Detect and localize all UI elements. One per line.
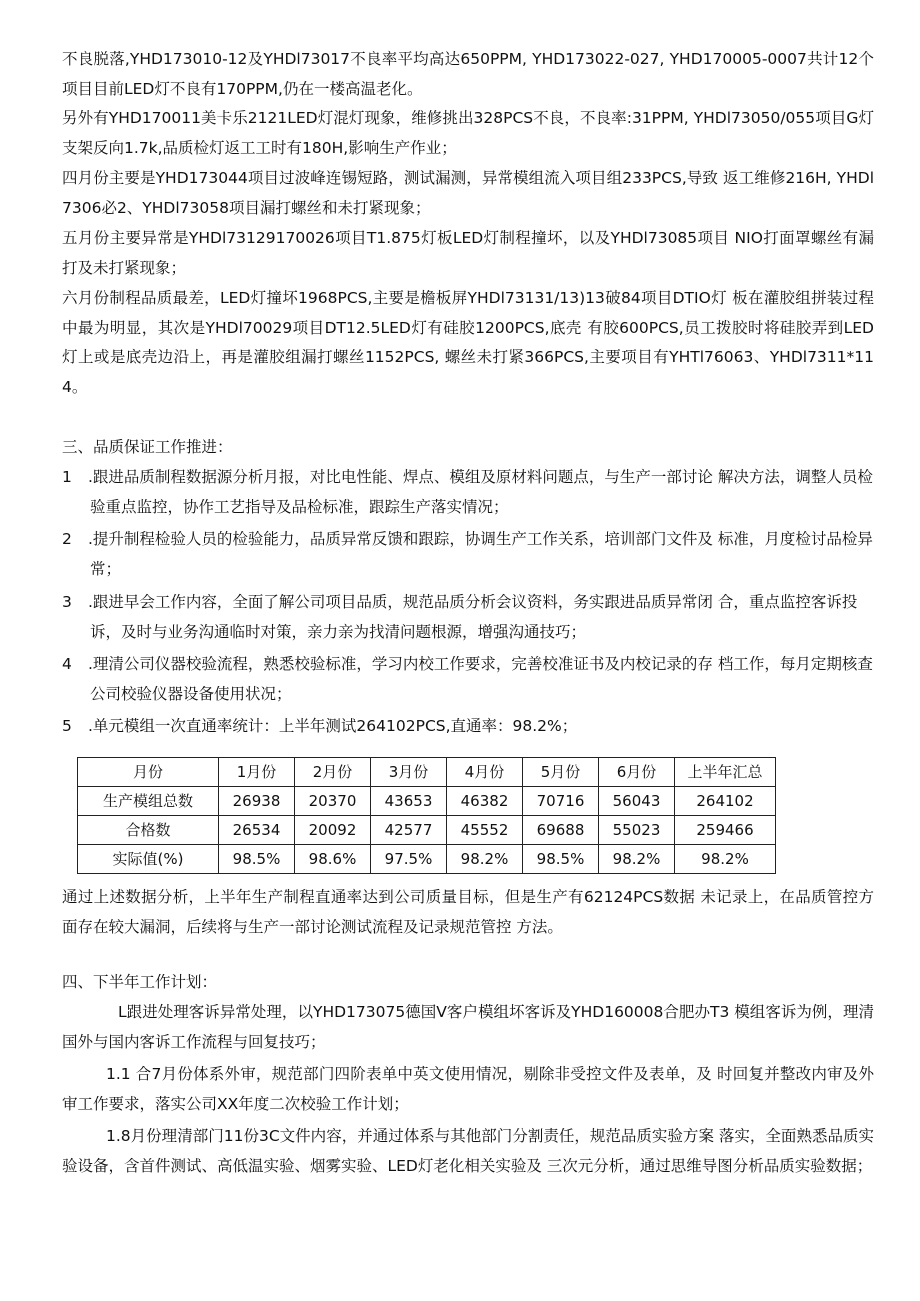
paragraph-mixed-led: 另外有YHD170011美卡乐2121LED灯混灯现象，维修挑出328PCS不良，不良率:31PPM, YHDl73050/055项目G灯支架反向1.7k,品质检灯返工工时有180H,影响生产作业； (62, 109, 874, 157)
table-cell: 26938 (219, 787, 295, 816)
table-cell: 42577 (371, 816, 447, 845)
table-cell: 259466 (675, 816, 776, 845)
list-number: 4 (62, 655, 72, 673)
paragraph-april-issues: 四月份主要是YHD173044项目过波峰连锡短路，测试漏测，异常模组流入项目组233PCS,导致 返工维修216H, YHDl7306必2、YHDl73058项目漏打螺丝和未打紧现象； (62, 169, 874, 217)
table-cell: 98.6% (295, 845, 371, 874)
paragraph-june-issues: 六月份制程品质最差，LED灯撞坏1968PCS,主要是檐板屏YHDl73131/13)13破84项目DTIO灯 板在灌胶组拼装过程中最为明显，其次是YHDl70029项目DT12.5LED灯有硅胶1200PCS,底壳 有胶600PCS,员工拨胶时将硅胶弄到LED灯上或是底壳边沿上，再是灌胶组漏打螺丝1152PCS, 螺丝未打紧366PCS,主要项目有YHTl76063、YHDl7311*114。 (62, 289, 874, 396)
table-cell: 98.5% (523, 845, 599, 874)
table-cell: 98.2% (599, 845, 675, 874)
table-cell: 20092 (295, 816, 371, 845)
list-item (62, 712, 874, 742)
table-header-cell: 4月份 (447, 758, 523, 787)
table-header-row (78, 758, 776, 787)
table-header-cell: 3月份 (371, 758, 447, 787)
list-number: 5 (62, 717, 72, 735)
plan-paragraph: 1.1 合7月份体系外审，规范部门四阶表单中英文使用情况，剔除非受控文件及表单，及 时回复并整改内审及外审工作要求，落实公司XX年度二次校验工作计划； (62, 1065, 874, 1113)
table-header-cell: 2月份 (295, 758, 371, 787)
table-header-cell: 月份 (78, 758, 219, 787)
table-cell: 97.5% (371, 845, 447, 874)
list-text: .理清公司仪器校验流程，熟悉校验标准，学习内校工作要求，完善校准证书及内校记录的存 档工作，每月定期核查公司校验仪器设备使用状况； (88, 655, 873, 703)
table-cell: 264102 (675, 787, 776, 816)
table-header-cell: 6月份 (599, 758, 675, 787)
list-item (62, 463, 874, 522)
table-cell: 43653 (371, 787, 447, 816)
table-cell: 56043 (599, 787, 675, 816)
table-cell: 26534 (219, 816, 295, 845)
table-cell: 实际值(%) (78, 845, 219, 874)
table-cell: 生产模组总数 (78, 787, 219, 816)
table-cell: 70716 (523, 787, 599, 816)
list-number: 2 (62, 530, 72, 548)
table-row (78, 816, 776, 845)
plan-paragraph: L跟进处理客诉异常处理，以YHD173075德国V客户模组坏客诉及YHD160008合肥办T3 模组客诉为例，理清国外与国内客诉工作流程与回复技巧； (62, 1003, 874, 1051)
plan-paragraph: 1.8月份理清部门11份3C文件内容，并通过体系与其他部门分割责任，规范品质实验方案 落实，全面熟悉品质实验设备，含首件测试、高低温实验、烟雾实验、LED灯老化相关实验及 三次元分析，通过思维导图分析品质实验数据； (62, 1127, 874, 1175)
list-number: 1 (62, 468, 72, 486)
paragraph-may-issues: 五月份主要异常是YHDl73129170026项目T1.875灯板LED灯制程撞坏，以及YHDl73085项目 NIO打面罩螺丝有漏打及未打紧现象； (62, 229, 874, 277)
list-item (62, 650, 874, 709)
table-row (78, 845, 776, 874)
table-cell: 98.2% (447, 845, 523, 874)
table-cell: 98.2% (675, 845, 776, 874)
table-cell: 45552 (447, 816, 523, 845)
list-text: .单元模组一次直通率统计：上半年测试264102PCS,直通率：98.2%； (88, 717, 578, 735)
table-header-cell: 5月份 (523, 758, 599, 787)
table-header-cell: 上半年汇总 (675, 758, 776, 787)
list-text: .跟进品质制程数据源分析月报，对比电性能、焊点、模组及原材料问题点，与生产一部讨论 解决方法，调整人员检验重点监控，协作工艺指导及品检标准，跟踪生产落实情况； (88, 468, 873, 516)
list-number: 3 (62, 593, 72, 611)
list-item (62, 525, 874, 584)
table-cell: 98.5% (219, 845, 295, 874)
list-text: .提升制程检验人员的检验能力，品质异常反馈和跟踪，协调生产工作关系，培训部门文件及 标准，月度检讨品检异常； (88, 530, 873, 578)
list-text: .跟进早会工作内容，全面了解公司项目品质，规范品质分析会议资料，务实跟进品质异常闭 合，重点监控客诉投诉，及时与业务沟通临时对策，亲力亲为找清问题根源，增强沟通技巧； (88, 593, 858, 641)
table-cell: 合格数 (78, 816, 219, 845)
paragraph-april-led: 不良脱落,YHD173010-12及YHDl73017不良率平均高达650PPM, YHD173022-027, YHD170005-0007共计12个项目目前LED灯不良有170PPM,仍在一楼高温老化。 (62, 50, 874, 98)
yield-table (77, 757, 776, 874)
table-cell: 69688 (523, 816, 599, 845)
table-cell: 55023 (599, 816, 675, 845)
paragraph-analysis: 通过上述数据分析，上半年生产制程直通率达到公司质量目标，但是生产有62124PCS数据 未记录上，在品质管控方面存在较大漏洞，后续将与生产一部讨论测试流程及记录规范管控 方法。 (62, 888, 874, 936)
section-heading-3: 三、品质保证工作推进： (62, 438, 233, 456)
table-cell: 46382 (447, 787, 523, 816)
table-cell: 20370 (295, 787, 371, 816)
table-header-cell: 1月份 (219, 758, 295, 787)
table-row (78, 787, 776, 816)
section-heading-4: 四、下半年工作计划： (62, 973, 218, 991)
list-item (62, 588, 874, 647)
